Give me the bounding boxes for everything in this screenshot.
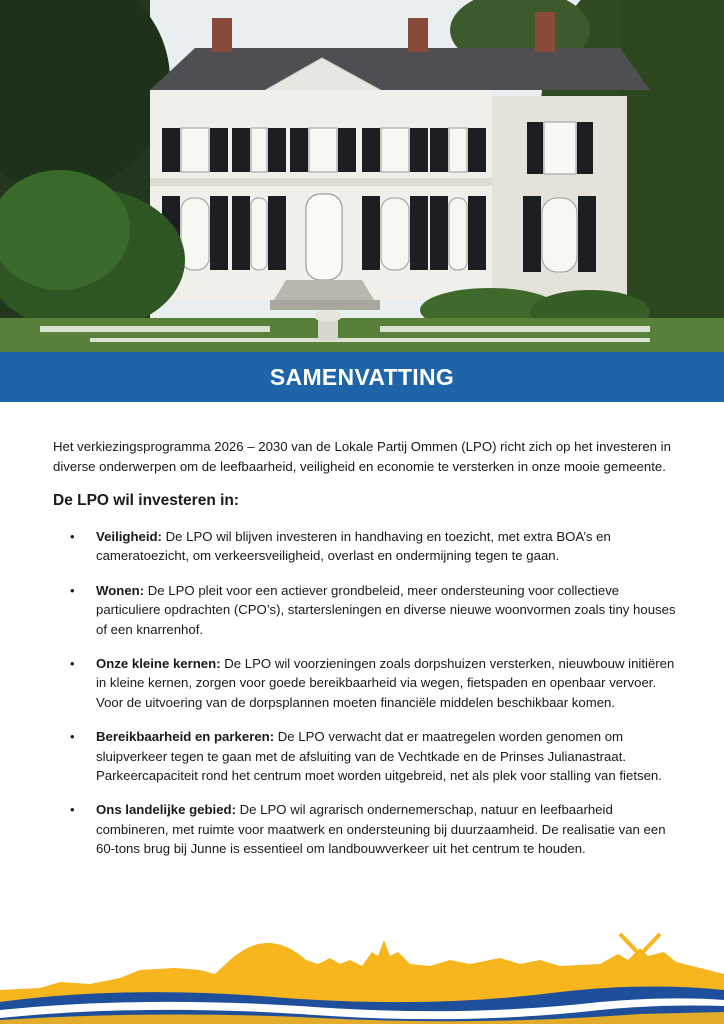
list-item-label: Bereikbaarheid en parkeren: [96, 729, 275, 745]
summary-content [53, 437, 678, 874]
bullet-icon: • [70, 802, 75, 818]
list-item [53, 527, 678, 566]
list-item [53, 800, 678, 858]
bullet-icon: • [70, 529, 75, 544]
list-item-text: De LPO wil blijven investeren in handhaving en toezicht, met extra BOA’s en cameratoezicht, om verkeersveiligheid, overlast en ondermijning tegen te gaan. [96, 529, 611, 564]
section-subheading: De LPO wil investeren in: [53, 492, 240, 509]
list-item-text: De LPO wil agrarisch ondernemerschap, natuur en leefbaarheid combineren, met ruimte voor maatwerk en ondersteuning bij duurzaamheid. De realisatie van een 60-tons brug bij Junne is essentieel om landbouwverkeer uit het centrum te houden. [96, 802, 666, 857]
list-item [53, 727, 678, 785]
investment-list [53, 527, 678, 859]
title-banner [0, 352, 724, 402]
list-item-label: Veiligheid: [96, 529, 162, 544]
bullet-icon: • [70, 582, 75, 598]
skyline-logo [0, 930, 724, 1024]
list-item-text: De LPO wil voorzieningen zoals dorpshuizen versterken, nieuwbouw initiëren in kleine kernen, zorgen voor goede bereikbaarheid via wegen, fietspaden en openbaar vervoer. Voor de uitvoering van de dorpsplannen moeten financiële middelen beschikbaar komen. [96, 656, 675, 710]
page-title: SAMENVATTING [269, 363, 455, 390]
intro-paragraph: Het verkiezingsprogramma 2026 – 2030 van de Lokale Partij Ommen (LPO) richt zich op het investeren in diverse onderwerpen om de leefbaarheid, veiligheid en economie te versterken in onze mooie gemeente. [53, 439, 671, 474]
footer-skyline [0, 930, 724, 1024]
manor-house-photo [0, 0, 724, 352]
list-item-label: Onze kleine kernen: [96, 656, 221, 672]
list-item-label: Ons landelijke gebied: [96, 802, 236, 818]
bullet-icon: • [70, 729, 75, 745]
list-item [53, 581, 678, 639]
hero-photo [0, 0, 724, 352]
list-item [53, 654, 678, 712]
list-item-text: De LPO verwacht dat er maatregelen worden genomen om sluipverkeer tegen te gaan met de afsluiting van de Vechtkade en de Prinses Julianastraat. Parkeercapaciteit rond het centrum moet worden uitgebreid, net als plek voor stalling van fietsen. [96, 729, 662, 784]
list-item-text: De LPO pleit voor een actiever grondbeleid, meer ondersteuning voor collectieve particuliere opdrachten (CPO’s), startersleningen en diverse nieuwe woonvormen zoals tiny houses of een knarrenhof. [96, 582, 676, 637]
bullet-icon: • [70, 656, 75, 672]
list-item-label: Wonen: [96, 582, 145, 598]
